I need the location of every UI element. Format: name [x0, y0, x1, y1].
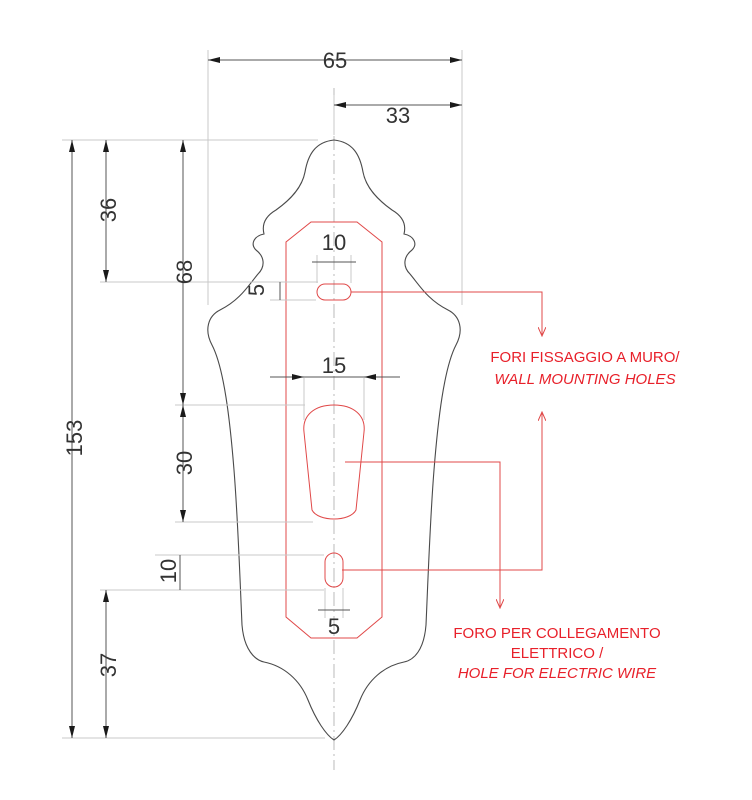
leader-lines: [342, 292, 542, 608]
note-wire-hole-italian-1: FORO PER COLLEGAMENTO: [453, 625, 661, 642]
dim-slot-height: 5: [244, 283, 269, 297]
extension-lines: [62, 50, 462, 738]
dim-keyhole-width: 15: [321, 353, 347, 378]
dim-total-height: 153: [62, 419, 87, 457]
dim-top-to-hole: 36: [96, 197, 121, 223]
dimension-lines: [72, 60, 462, 738]
dim-overall-width: 65: [322, 48, 348, 73]
dim-lower-slot-width: 5: [327, 614, 341, 639]
note-wall-holes-english: WALL MOUNTING HOLES: [494, 371, 676, 388]
dim-top-to-keyhole: 68: [172, 259, 197, 285]
dim-slot-width: 10: [321, 230, 347, 255]
dim-lower-slot-height: 10: [156, 558, 181, 584]
note-wire-hole-italian-2: ELETTRICO /: [510, 645, 604, 662]
note-wall-holes-italian: FORI FISSAGGIO A MURO/: [490, 349, 680, 366]
dim-keyhole-height: 30: [172, 450, 197, 476]
dim-half-width: 33: [385, 103, 411, 128]
note-wire-hole-english: HOLE FOR ELECTRIC WIRE: [457, 665, 657, 682]
dim-bottom-to-lower-slot: 37: [96, 652, 121, 678]
